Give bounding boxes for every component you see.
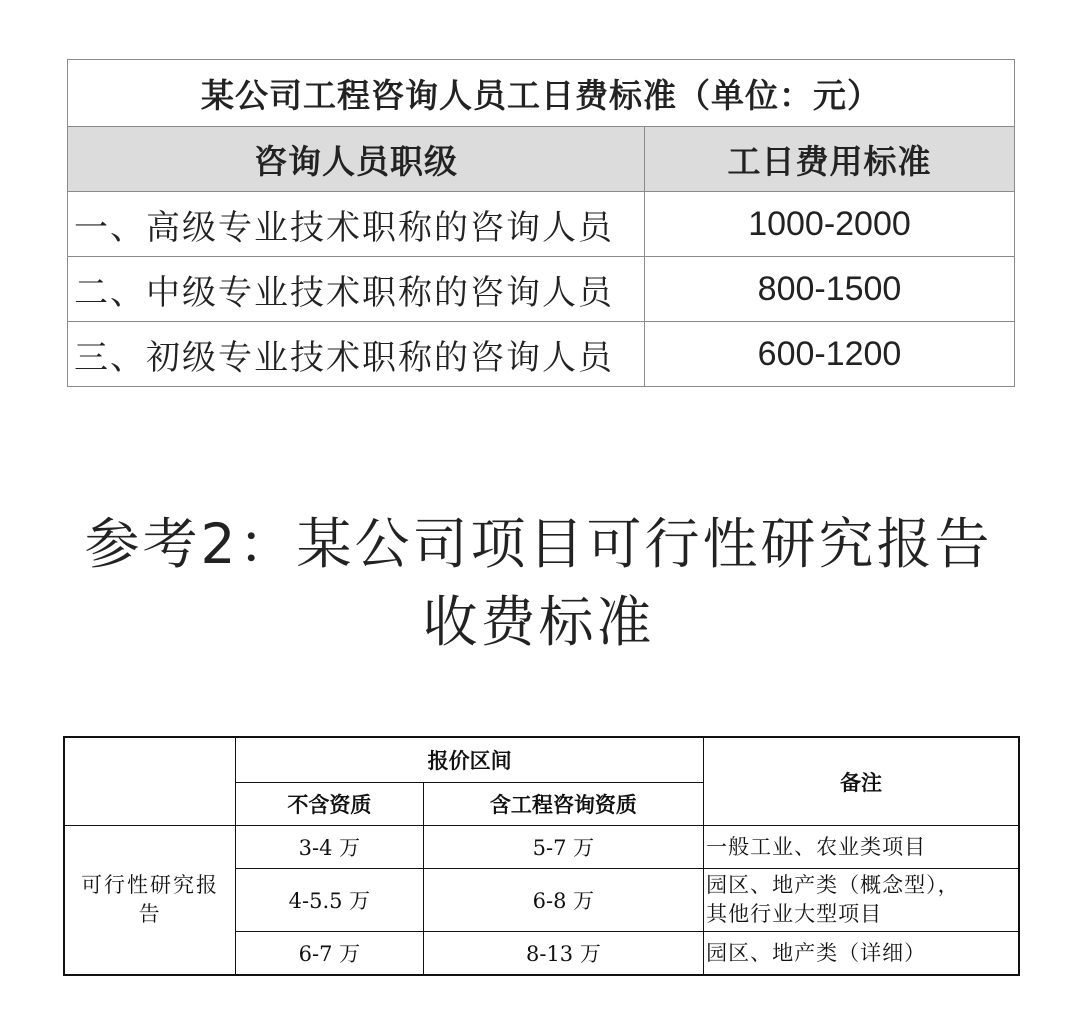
category-line-1: 可行性研究报 [81, 873, 220, 897]
remark-line-1: 一般工业、农业类项目 [706, 834, 927, 859]
staff-level-cell: 三、初级专业技术职称的咨询人员 [68, 322, 645, 387]
table-row [68, 322, 1015, 387]
category-cell [64, 826, 236, 976]
remark-line-1: 园区、地产类（概念型）， [706, 873, 960, 897]
with-qualification-price: 8-13 万 [423, 932, 703, 976]
section-heading-line-2: 收费标准 [422, 590, 655, 654]
staff-level-cell: 一、高级专业技术职称的咨询人员 [68, 192, 645, 257]
with-qualification-price: 6-8 万 [423, 869, 703, 932]
remark-cell [704, 869, 1019, 932]
price-range-header: 报价区间 [236, 737, 704, 783]
section-heading-line-1: 参考2：某公司项目可行性研究报告 [84, 512, 993, 576]
section-heading [0, 505, 1077, 661]
remark-line-2: 其他行业大型项目 [706, 902, 883, 926]
remark-cell [704, 932, 1019, 976]
remark-cell [704, 826, 1019, 869]
remark-line-1: 园区、地产类（详细） [706, 940, 927, 965]
no-qualification-price: 4-5.5 万 [236, 869, 424, 932]
column-header-level: 咨询人员职级 [68, 127, 645, 192]
table-row [68, 257, 1015, 322]
daily-fee-cell: 800-1500 [645, 257, 1015, 322]
column-header-fee: 工日费用标准 [645, 127, 1015, 192]
table-row [64, 826, 1019, 869]
staff-daily-fee-table [67, 59, 1015, 387]
empty-corner-cell [64, 737, 236, 826]
with-qualification-price: 5-7 万 [423, 826, 703, 869]
daily-fee-cell: 1000-2000 [645, 192, 1015, 257]
with-qualification-header: 含工程咨询资质 [423, 783, 703, 826]
feasibility-report-fee-table [63, 736, 1020, 976]
no-qualification-header: 不含资质 [236, 783, 424, 826]
table-row [68, 192, 1015, 257]
remark-header: 备注 [704, 737, 1019, 826]
staff-level-cell: 二、中级专业技术职称的咨询人员 [68, 257, 645, 322]
no-qualification-price: 3-4 万 [236, 826, 424, 869]
category-line-2: 告 [138, 902, 162, 926]
no-qualification-price: 6-7 万 [236, 932, 424, 976]
table-title: 某公司工程咨询人员工日费标准（单位：元） [68, 60, 1015, 127]
daily-fee-cell: 600-1200 [645, 322, 1015, 387]
